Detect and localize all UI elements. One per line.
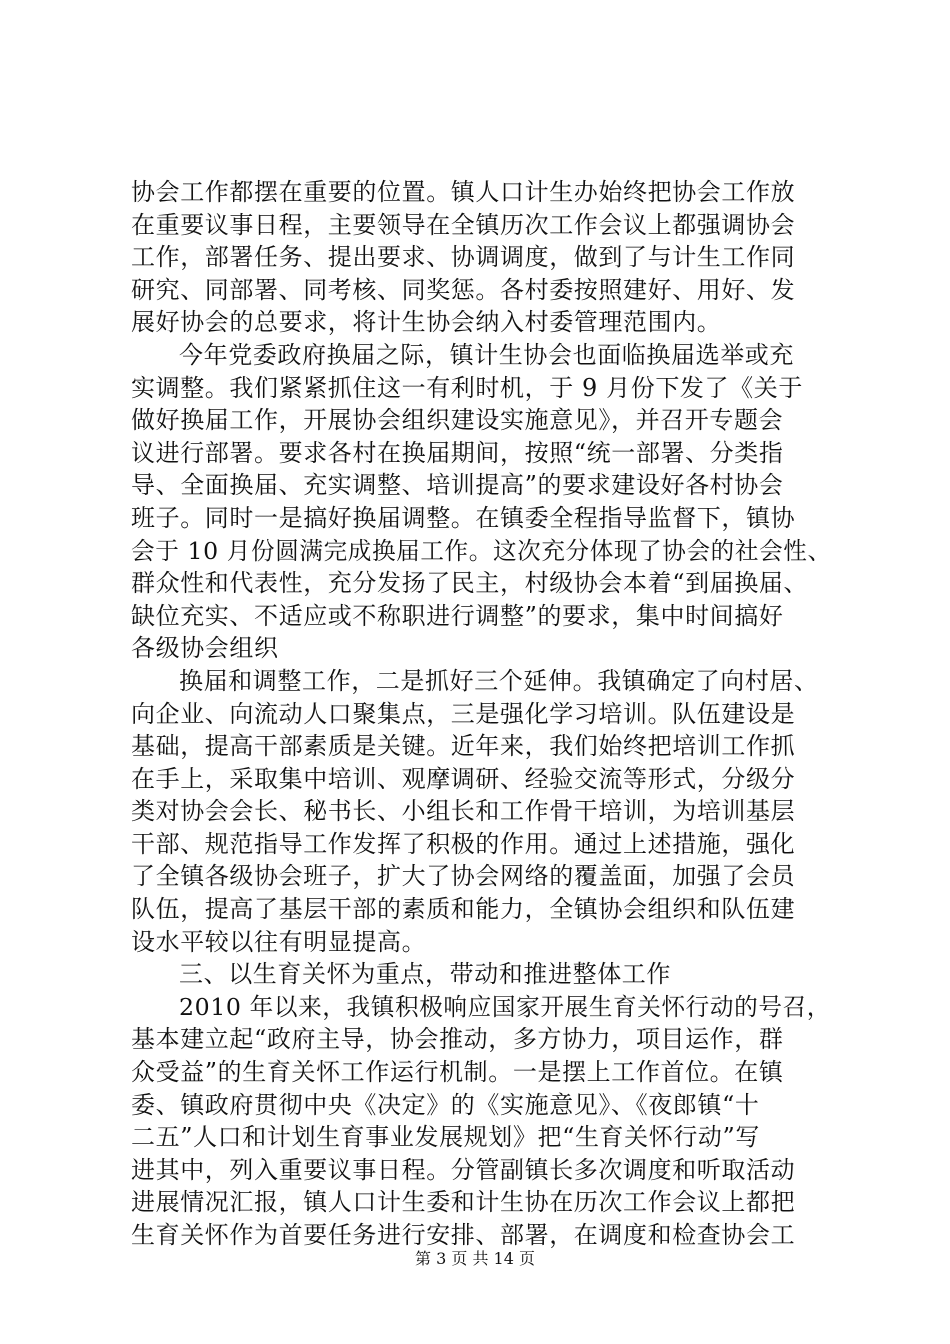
text-line: 工作，部署任务、提出要求、协调调度，做到了与计生工作同 (131, 243, 796, 272)
text-line: 类对协会会长、秘书长、小组长和工作骨干培训，为培训基层 (131, 797, 796, 826)
text-line: 2010 年以来，我镇积极响应国家开展生育关怀行动的号召， (179, 992, 832, 1021)
text-line: 生育关怀作为首要任务进行安排、部署，在调度和检查协会工 (131, 1221, 796, 1249)
text-line: 设水平较以往有明显提高。 (131, 927, 427, 956)
text-line: 实调整。我们紧紧抓住这一有利时机，于 9 月份下发了《关于 (131, 373, 803, 402)
text-line: 研究、同部署、同考核、同奖惩。各村委按照建好、用好、发 (131, 275, 796, 304)
text-line: 基础，提高干部素质是关键。近年来，我们始终把培训工作抓 (131, 732, 796, 761)
text-line: 班子。同时一是搞好换届调整。在镇委全程指导监督下，镇协 (131, 503, 796, 532)
text-line: 进其中，列入重要议事日程。分管副镇长多次调度和听取活动 (131, 1155, 796, 1184)
text-line: 三、以生育关怀为重点，带动和推进整体工作 (179, 960, 671, 989)
text-line: 众受益”的生育关怀工作运行机制。一是摆上工作首位。在镇 (131, 1058, 784, 1087)
text-line: 协会工作都摆在重要的位置。镇人口计生办始终把协会工作放 (131, 178, 796, 206)
page-footer: 第 3 页 共 14 页 (415, 1249, 535, 1268)
text-line: 展好协会的总要求，将计生协会纳入村委管理范围内。 (131, 308, 722, 337)
text-line: 委、镇政府贯彻中央《决定》的《实施意见》、《夜郎镇“十 (131, 1090, 760, 1119)
text-line: 基本建立起“政府主导，协会推动，多方协力，项目运作，群 (131, 1025, 784, 1054)
text-line: 了全镇各级协会班子，扩大了协会网络的覆盖面，加强了会员 (131, 862, 796, 891)
text-line: 换届和调整工作，二是抓好三个延伸。我镇确定了向村居、 (179, 666, 819, 695)
text-line: 在手上，采取集中培训、观摩调研、经验交流等形式，分级分 (131, 764, 796, 793)
text-line: 各级协会组织 (131, 634, 279, 663)
text-line: 群众性和代表性，充分发扬了民主，村级协会本着“到届换届、 (131, 569, 809, 598)
text-line: 会于 10 月份圆满完成换届工作。这次充分体现了协会的社会性、 (131, 536, 832, 565)
text-line: 二五”人口和计划生育事业发展规划》把“生育关怀行动”写 (131, 1123, 761, 1152)
text-line: 队伍，提高了基层干部的素质和能力，全镇协会组织和队伍建 (131, 895, 796, 924)
text-line: 议进行部署。要求各村在换届期间，按照“统一部署、分类指 (131, 438, 784, 467)
text-line: 缺位充实、不适应或不称职进行调整”的要求，集中时间搞好 (131, 601, 784, 630)
text-line: 做好换届工作，开展协会组织建设实施意见》，并召开专题会 (131, 406, 784, 435)
text-line: 进展情况汇报，镇人口计生委和计生协在历次工作会议上都把 (131, 1188, 796, 1217)
text-line: 今年党委政府换届之际，镇计生协会也面临换届选举或充 (179, 340, 794, 369)
document-body (131, 176, 831, 1252)
text-line: 导、全面换届、充实调整、培训提高”的要求建设好各村协会 (131, 471, 784, 500)
text-line: 干部、规范指导工作发挥了积极的作用。通过上述措施，强化 (131, 829, 796, 858)
text-line: 在重要议事日程，主要领导在全镇历次工作会议上都强调协会 (131, 210, 796, 239)
text-line: 向企业、向流动人口聚集点，三是强化学习培训。队伍建设是 (131, 699, 796, 728)
